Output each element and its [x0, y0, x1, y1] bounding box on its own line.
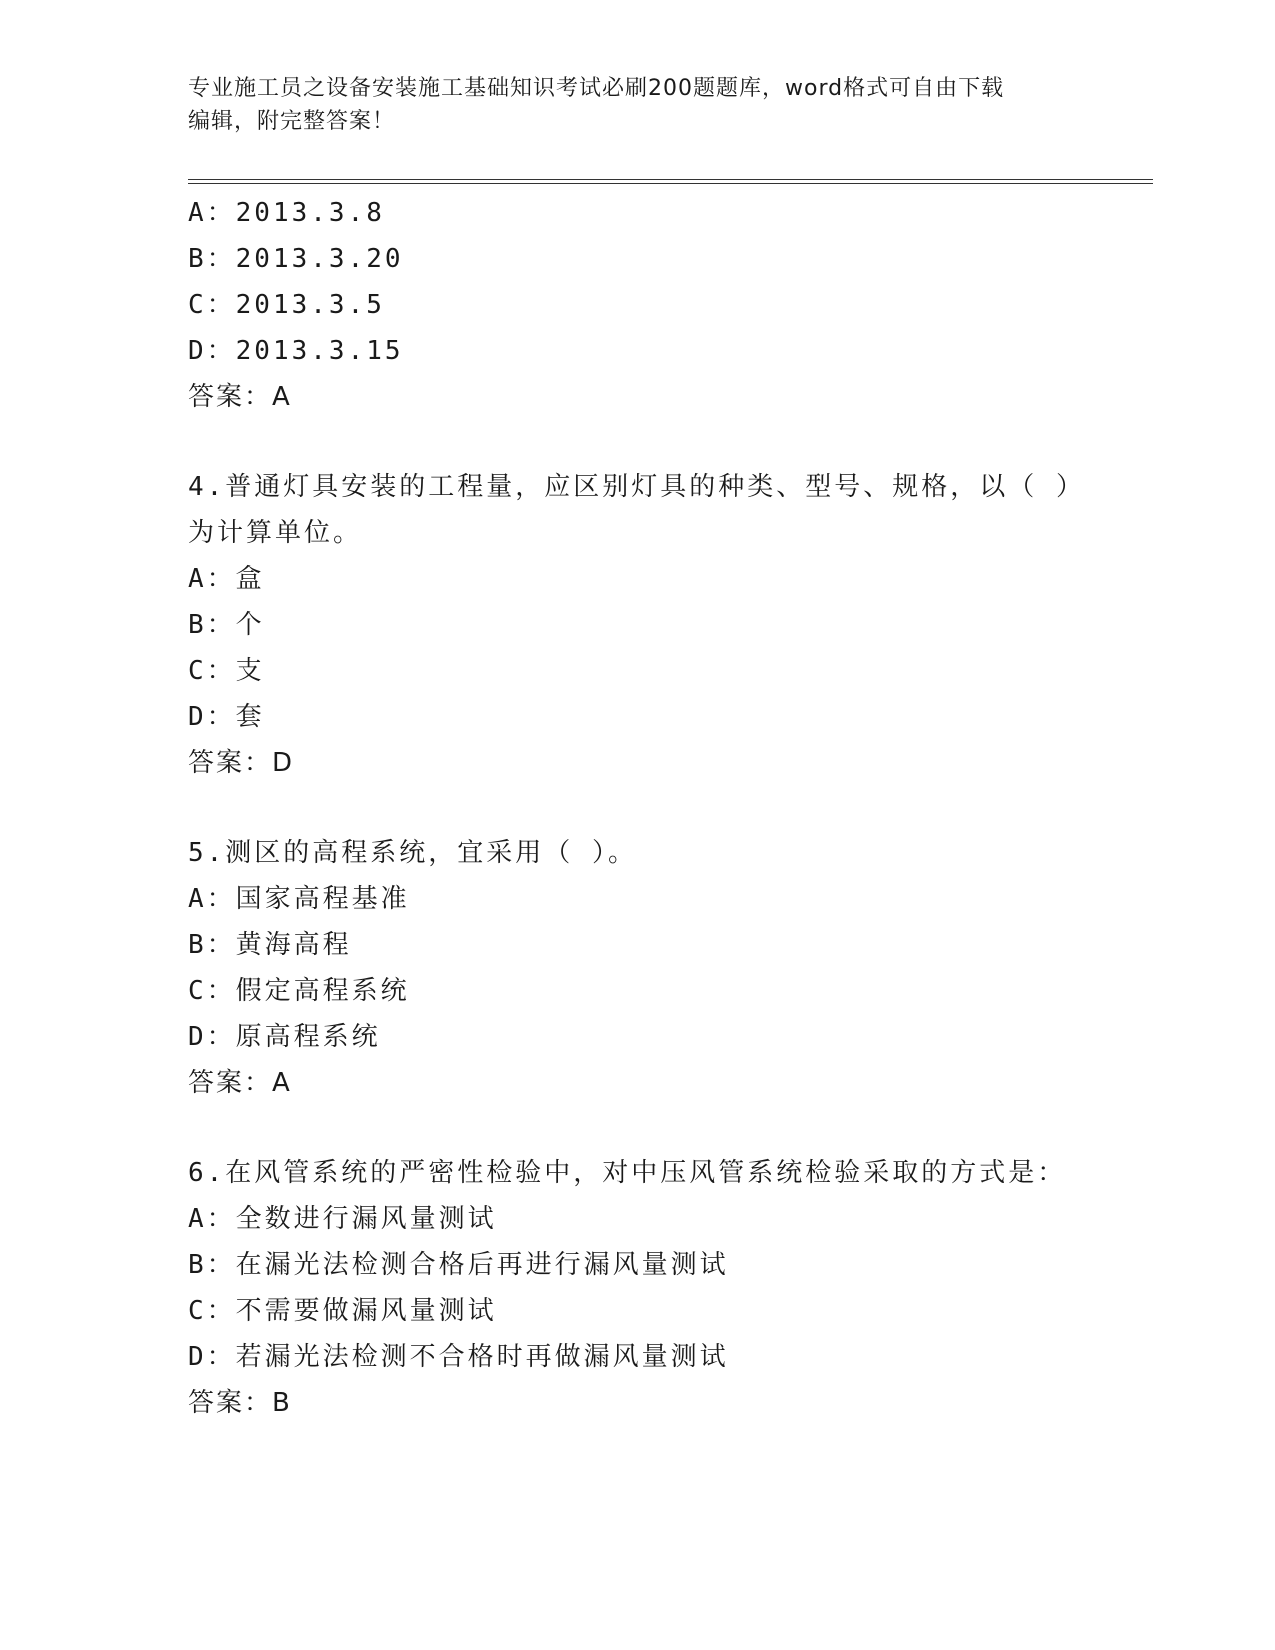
option-d: D：若漏光法检测不合格时再做漏风量测试 [188, 1342, 729, 1372]
question-4 [188, 464, 1153, 786]
option-c: C：不需要做漏风量测试 [188, 1296, 497, 1326]
header-title-line-1: 专业施工员之设备安装施工基础知识考试必刷200题题库，word格式可自由下载 [188, 76, 1005, 101]
option-a: A：2013.3.8 [188, 198, 385, 228]
question-stem-line-2: 为计算单位。 [188, 518, 363, 548]
answer: 答案：D [188, 748, 295, 778]
option-b: B：2013.3.20 [188, 244, 404, 274]
question-6 [188, 1150, 1153, 1426]
option-a: A：盒 [188, 564, 265, 594]
document-header [188, 72, 1088, 138]
option-d: D：2013.3.15 [188, 336, 404, 366]
option-b: B：个 [188, 610, 265, 640]
question-3 [188, 190, 1153, 420]
header-divider-top [188, 179, 1153, 180]
option-c: C：假定高程系统 [188, 976, 410, 1006]
header-divider-bottom [188, 183, 1153, 184]
option-b: B：黄海高程 [188, 930, 352, 960]
question-stem: 5.测区的高程系统，宜采用（ ）。 [188, 838, 637, 868]
question-5 [188, 830, 1153, 1106]
answer: 答案：A [188, 382, 292, 412]
option-c: C：支 [188, 656, 265, 686]
answer: 答案：A [188, 1068, 292, 1098]
option-a: A：全数进行漏风量测试 [188, 1204, 497, 1234]
question-list [188, 190, 1153, 1426]
option-d: D：原高程系统 [188, 1022, 381, 1052]
option-a: A：国家高程基准 [188, 884, 410, 914]
question-stem: 6.在风管系统的严密性检验中，对中压风管系统检验采取的方式是： [188, 1158, 1067, 1188]
answer: 答案：B [188, 1388, 292, 1418]
option-b: B：在漏光法检测合格后再进行漏风量测试 [188, 1250, 729, 1280]
option-c: C：2013.3.5 [188, 290, 385, 320]
header-title-line-2: 编辑，附完整答案！ [188, 109, 396, 134]
option-d: D：套 [188, 702, 265, 732]
question-stem-line-1: 4.普通灯具安装的工程量，应区别灯具的种类、型号、规格，以（ ） [188, 472, 1085, 502]
